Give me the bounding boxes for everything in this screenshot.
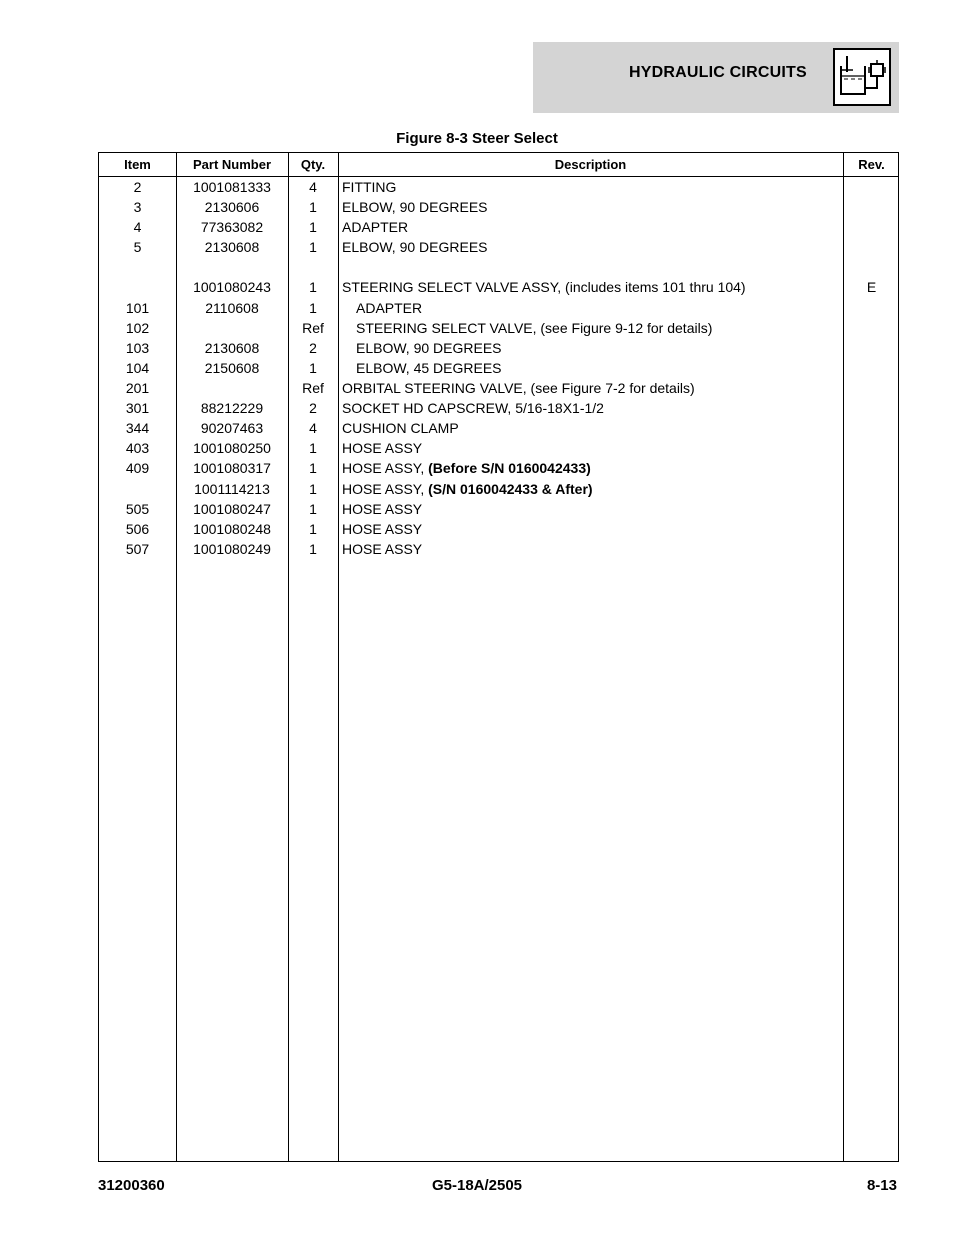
part-number-cell: 1001080250: [193, 440, 271, 456]
item-cell: 5: [133, 239, 142, 255]
item-cell: 301: [125, 400, 150, 416]
footer-model: G5-18A/2505: [431, 1177, 523, 1194]
description-cell: ORBITAL STEERING VALVE, (see Figure 7-2 for details): [342, 380, 695, 396]
qty-cell: 4: [309, 420, 317, 436]
part-number-cell: 88212229: [200, 400, 264, 416]
table-row: [99, 398, 898, 418]
item-cell: 2: [133, 179, 142, 195]
part-number-cell: 1001080243: [193, 279, 271, 295]
description-cell: HOSE ASSY: [342, 440, 423, 456]
table-row: [99, 438, 898, 458]
description-cell: STEERING SELECT VALVE, (see Figure 9-12 for details): [356, 320, 713, 336]
description-cell: STEERING SELECT VALVE ASSY, (includes items 101 thru 104): [342, 279, 746, 295]
item-cell: 344: [125, 420, 150, 436]
table-row: [99, 318, 898, 338]
qty-cell: 1: [309, 300, 317, 316]
part-number-cell: 1001114213: [194, 481, 270, 497]
parts-table: [98, 152, 899, 1162]
table-row: [99, 418, 898, 438]
item-cell: 4: [133, 219, 142, 235]
description-cell: HOSE ASSY: [342, 521, 423, 537]
part-number-cell: 1001080317: [193, 460, 271, 476]
qty-cell: 1: [309, 199, 317, 215]
part-number-cell: 90207463: [200, 420, 264, 436]
part-number-cell: 2110608: [205, 300, 259, 316]
part-number-cell: 77363082: [200, 219, 264, 235]
hydraulic-reservoir-icon: [833, 48, 891, 106]
description-cell: ADAPTER: [342, 219, 409, 235]
item-cell: 102: [125, 320, 150, 336]
part-number-cell: 1001080249: [193, 541, 271, 557]
item-cell: 507: [125, 541, 150, 557]
part-number-cell: 1001080247: [193, 501, 271, 517]
table-row: [99, 499, 898, 519]
footer-publication-number: 31200360: [98, 1177, 165, 1194]
description-cell: ELBOW, 90 DEGREES: [356, 340, 502, 356]
description-cell: ELBOW, 90 DEGREES: [342, 239, 488, 255]
item-cell: 101: [125, 300, 150, 316]
item-cell: 506: [125, 521, 150, 537]
description-cell: HOSE ASSY, (S/N 0160042433 & After): [342, 481, 593, 497]
part-number-cell: 1001080248: [193, 521, 271, 537]
column-header-rev: Rev.: [858, 157, 885, 172]
table-row: [99, 479, 898, 499]
table-row: [99, 358, 898, 378]
qty-cell: 1: [309, 501, 317, 517]
table-row: [99, 338, 898, 358]
qty-cell: 1: [309, 460, 317, 476]
qty-cell: 1: [309, 219, 317, 235]
part-number-cell: 1001081333: [193, 179, 271, 195]
description-cell: HOSE ASSY, (Before S/N 0160042433): [342, 460, 591, 476]
serial-range-note: (S/N 0160042433 & After): [428, 481, 593, 497]
qty-cell: 1: [309, 440, 317, 456]
table-row: [99, 298, 898, 318]
qty-cell: 1: [309, 279, 317, 295]
section-title: HYDRAULIC CIRCUITS: [629, 64, 807, 81]
column-header-qty: Qty.: [300, 157, 326, 172]
qty-cell: 1: [309, 360, 317, 376]
table-row: [99, 177, 898, 197]
serial-range-note: (Before S/N 0160042433): [428, 460, 591, 476]
item-cell: 201: [125, 380, 150, 396]
item-cell: 505: [125, 501, 150, 517]
qty-cell: 2: [309, 340, 317, 356]
description-cell: HOSE ASSY: [342, 541, 423, 557]
table-row: [99, 539, 898, 559]
qty-cell: Ref: [302, 320, 324, 336]
description-cell: ELBOW, 45 DEGREES: [356, 360, 502, 376]
table-row: [99, 197, 898, 217]
description-cell: ELBOW, 90 DEGREES: [342, 199, 488, 215]
qty-cell: 2: [309, 400, 317, 416]
part-number-cell: 2130608: [204, 239, 260, 255]
qty-cell: 1: [309, 239, 317, 255]
qty-cell: 1: [309, 481, 317, 497]
column-header-item: Item: [124, 157, 151, 172]
item-cell: 409: [125, 460, 150, 476]
table-row: [99, 458, 898, 478]
figure-title: Figure 8-3 Steer Select: [396, 130, 558, 147]
table-row: [99, 237, 898, 257]
item-cell: 104: [125, 360, 150, 376]
qty-cell: 1: [309, 521, 317, 537]
footer-page-number: 8-13: [866, 1177, 897, 1194]
qty-cell: 1: [309, 541, 317, 557]
rev-cell: E: [866, 279, 877, 295]
description-cell: ADAPTER: [356, 300, 423, 316]
part-number-cell: 2130608: [204, 340, 260, 356]
item-cell: 403: [125, 440, 150, 456]
description-cell: FITTING: [342, 179, 397, 195]
table-row: [99, 519, 898, 539]
description-cell: SOCKET HD CAPSCREW, 5/16-18X1-1/2: [342, 400, 604, 416]
part-number-cell: 2130606: [204, 199, 260, 215]
item-cell: 3: [133, 199, 142, 215]
part-number-cell: 2150608: [204, 360, 260, 376]
table-row: [99, 277, 898, 297]
item-cell: 103: [125, 340, 150, 356]
table-row: [99, 378, 898, 398]
table-row: [99, 217, 898, 237]
qty-cell: 4: [309, 179, 317, 195]
description-cell: CUSHION CLAMP: [342, 420, 459, 436]
qty-cell: Ref: [302, 380, 324, 396]
description-cell: HOSE ASSY: [342, 501, 423, 517]
column-header-description: Description: [554, 157, 627, 172]
column-header-part-number: Part Number: [192, 157, 272, 172]
